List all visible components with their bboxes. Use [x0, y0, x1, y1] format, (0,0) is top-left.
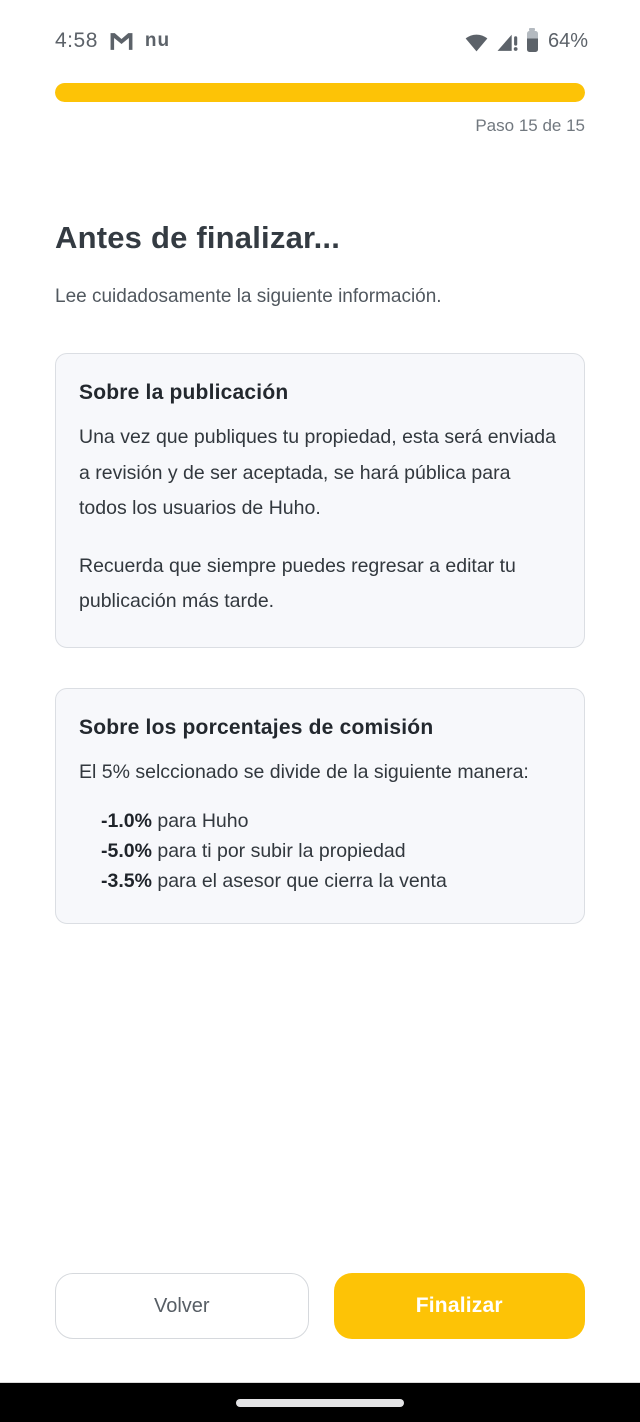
status-time: 4:58 [55, 29, 98, 52]
list-item [101, 806, 560, 836]
commission-value: -5.0% [101, 840, 152, 862]
card-paragraph: Una vez que publiques tu propiedad, esta será enviada a revisión y de ser aceptada, se hará pública para todos los usuarios de Huho. [79, 426, 556, 519]
cell-signal-alert-icon [496, 31, 519, 52]
progress-bar [55, 83, 585, 102]
card-title: Sobre los porcentajes de comisión [79, 715, 434, 739]
commission-text: para Huho [151, 810, 249, 832]
status-bar [0, 0, 640, 58]
footer-actions [55, 1273, 585, 1339]
gmail-icon [109, 32, 134, 51]
status-bar-right [464, 30, 588, 53]
commission-list [79, 806, 560, 896]
battery-percent: 64% [547, 29, 588, 52]
nubank-icon: nu [144, 30, 171, 51]
wifi-icon [464, 31, 489, 52]
commission-value: -3.5% [101, 870, 152, 892]
back-button[interactable]: Volver [55, 1273, 309, 1339]
finish-button[interactable]: Finalizar [334, 1273, 586, 1339]
commission-text: para el asesor que cierra la venta [151, 870, 447, 892]
page-subtitle: Lee cuidadosamente la siguiente información. [55, 286, 442, 307]
card-paragraph: Recuerda que siempre puedes regresar a editar tu publicación más tarde. [79, 554, 516, 612]
step-indicator: Paso 15 de 15 [475, 116, 585, 135]
commission-text: para ti por subir la propiedad [151, 840, 406, 862]
page-title: Antes de finalizar... [55, 220, 341, 255]
system-navigation-bar [0, 1383, 640, 1422]
list-item [101, 866, 560, 896]
list-item [101, 836, 560, 866]
card-publication-info [55, 353, 585, 648]
commission-value: -1.0% [101, 810, 152, 832]
status-bar-left [55, 29, 170, 53]
card-commission-info [55, 688, 585, 925]
battery-icon [526, 31, 539, 52]
progress-fill [55, 83, 585, 102]
gesture-handle[interactable] [236, 1399, 404, 1407]
card-title: Sobre la publicación [79, 381, 289, 404]
card-intro: El 5% selccionado se divide de la siguiente manera: [79, 760, 529, 783]
